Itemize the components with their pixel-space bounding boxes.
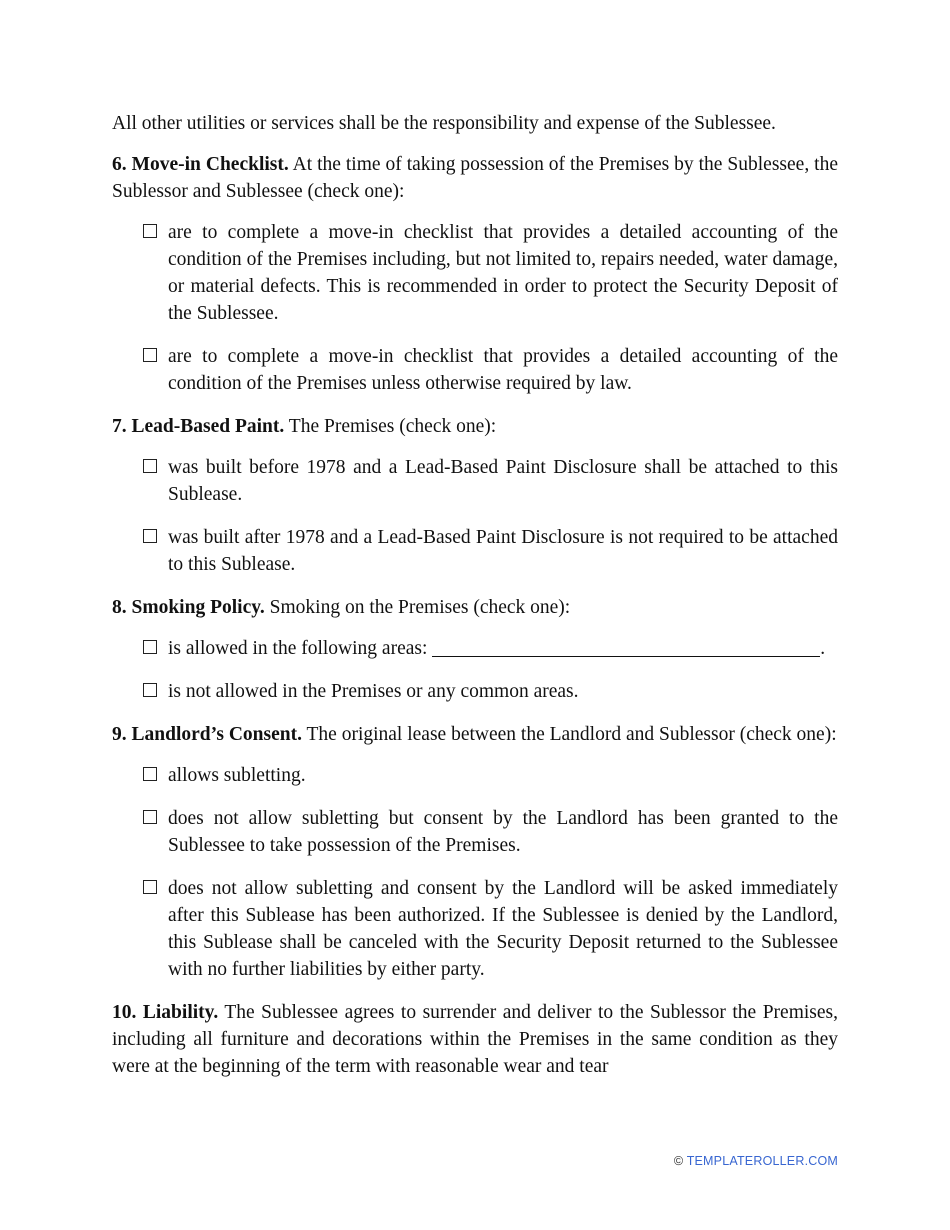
checkbox-option	[112, 678, 838, 705]
checkbox[interactable]	[143, 640, 157, 654]
section-landlords-consent	[112, 721, 838, 748]
document-page	[112, 110, 838, 1094]
option-text: does not allow subletting but consent by the Landlord has been granted to the Sublessee to take possession of the Premises.	[168, 808, 838, 856]
footer-brand	[674, 1154, 838, 1168]
checkbox-option	[112, 454, 838, 508]
checkbox-option	[112, 805, 838, 859]
checkbox-option	[112, 635, 838, 662]
option-text: was built before 1978 and a Lead-Based Paint Disclosure shall be attached to this Sublease.	[168, 457, 838, 505]
option-text: allows subletting.	[168, 765, 306, 786]
option-text: does not allow subletting and consent by the Landlord will be asked immediately after this Sublease has been authorized. If the Sublessee is denied by the Landlord, this Sublease shall be canceled with the Security Deposit returned to the Sublessee with no further liabilities by either party.	[168, 878, 838, 980]
section-heading: 9. Landlord’s Consent.	[112, 724, 302, 745]
section-move-in-checklist	[112, 151, 838, 205]
section-text: The Sublessee agrees to surrender and deliver to the Sublessor the Premises, including all furniture and decorations within the Premises in the same condition as they were at the beginning of the term with reasonable wear and tear	[112, 1002, 838, 1077]
section-heading: 7. Lead-Based Paint.	[112, 416, 285, 437]
section-liability	[112, 999, 838, 1080]
section-heading: 6. Move-in Checklist.	[112, 154, 289, 175]
checkbox[interactable]	[143, 529, 157, 543]
option-text: are to complete a move-in checklist that provides a detailed accounting of the condition of the Premises unless otherwise required by law.	[168, 346, 838, 394]
checkbox[interactable]	[143, 224, 157, 238]
option-text: is allowed in the following areas:	[168, 638, 433, 659]
intro-line: All other utilities or services shall be the responsibility and expense of the Sublessee.	[112, 113, 776, 134]
checkbox-option	[112, 524, 838, 578]
checkbox-option	[112, 343, 838, 397]
copyright-symbol: ©	[673, 1154, 684, 1168]
smoking-areas-blank-field[interactable]	[432, 638, 820, 657]
option-text: are to complete a move-in checklist that provides a detailed accounting of the condition of the Premises including, but not limited to, repairs needed, water damage, or material defects. This is recommended in order to protect the Security Deposit of the Sublessee.	[168, 222, 838, 324]
checkbox-option	[112, 219, 838, 327]
section-lead-based-paint	[112, 413, 838, 440]
checkbox-option	[112, 762, 838, 789]
section-heading: 8. Smoking Policy.	[112, 597, 265, 618]
checkbox[interactable]	[143, 810, 157, 824]
option-text: is not allowed in the Premises or any common areas.	[168, 681, 579, 702]
section-heading: 10. Liability.	[112, 1002, 219, 1023]
section-smoking-policy	[112, 594, 838, 621]
checkbox[interactable]	[143, 767, 157, 781]
option-text: was built after 1978 and a Lead-Based Paint Disclosure is not required to be attached to this Sublease.	[168, 527, 838, 575]
checkbox[interactable]	[143, 880, 157, 894]
section-text: Smoking on the Premises (check one):	[264, 597, 571, 618]
section-text: The original lease between the Landlord and Sublessor (check one):	[301, 724, 837, 745]
checkbox[interactable]	[143, 459, 157, 473]
checkbox-option	[112, 875, 838, 983]
checkbox[interactable]	[143, 683, 157, 697]
brand-link[interactable]: TEMPLATEROLLER.COM	[686, 1154, 838, 1168]
section-text: At the time of taking possession of the Premises by the Sublessee, the Sublessor and Sublessee (check one):	[112, 154, 838, 202]
checkbox[interactable]	[143, 348, 157, 362]
blank-suffix: .	[820, 638, 826, 659]
section-text: The Premises (check one):	[284, 416, 497, 437]
